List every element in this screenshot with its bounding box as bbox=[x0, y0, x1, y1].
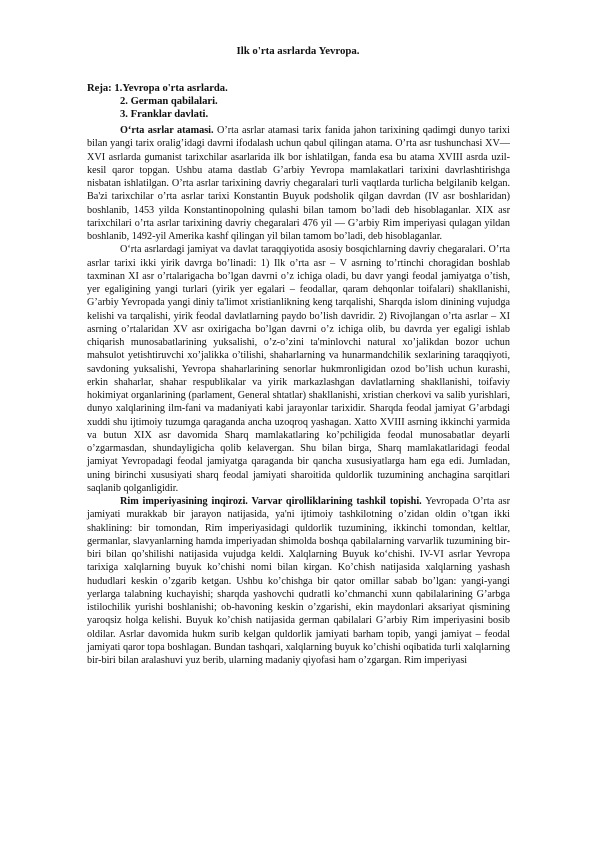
paragraph-heading: O‘rta asrlar atamasi. bbox=[120, 125, 214, 136]
plan-item-3: 3. Franklar davlati. bbox=[120, 109, 209, 121]
paragraph-text: Yevropada O’rta asr jamiyati murakkab bir jarayon natijasida, ya'ni ijtimoiy tashkilotning o’zidan oldin o’tgan ikki shaklining: bir tomondan, Rim imperiyasidagi quldorlik tuzumining, ikkinchi tomondan, keltlar, germanlar, slavyanlarning hamda imperiyadan shimolda boshqa qabilalarning varvarlik tuzumining bir-biri bilan qo’shilishi natijasida vujudga keldi. Xalqlarning Buyuk ko‘chishi. IV-VI asrlar Yevropa tarixiga xalqlarning buyuk ko’chishi nomi bilan kirgan. Ko’chish natijasida xalqlarning yashash hududlari keskin o’zgarib ketgan. Ushbu ko’chishga bir qator omillar sabab bo’lgan: yangi-yangi yerlarga talabning kuchayishi; sharqda yashovchi qudratli ko’chmanchi xunn qabilalarining G’arbga istilochilik yurishi boshlanishi; ob-havoning keskin o’zgarishi, ekin maydonlari aksariyat qismining yaroqsiz holga kelishi. Buyuk ko’chish natijasida german qabilalari G’arbiy Rim imperiyasini bosib oldilar. Asrlar davomida hukm surib kelgan quldorlik jamiyati barham topib, yangi jamiyat – feodal jamiyati qaror topa boshlagan. Bundan tashqari, xalqlarning buyuk ko’chishi oqibatida turli xalqlarning bir-biri bilan aralashuvi yuz berib, ularning madaniy qiyofasi ham o’zgargan. Rim imperiyasi bbox=[87, 496, 510, 666]
lesson-plan bbox=[87, 82, 228, 122]
plan-item-2: 2. German qabilalari. bbox=[120, 96, 218, 108]
paragraph-periodization bbox=[87, 243, 510, 495]
paragraph-text: O‘rta asrlardagi jamiyat va davlat taraqqiyotida asosiy bosqichlarning davriy chegaralari. O’rta asrlar tarixi ikki yirik davrga bo’linadi: 1) Ilk o’rta asr – V asrning to’rtinchi choragidan boshlab taxminan XI asr o’rtalarigacha bo’lgan davrni o’z ichiga oladi, bu davr yangi feodal jamiyatga o’tish, yer egaligining yangi turlari (yirik yer egalari – feodallar, qaram dehqonlar toifalari) shakllanishi, G’arbiy Yevropada yangi diniy ta'limot xristianlikning keng tarqalishi, Sharqda islom dinining vujudga kelishi va tarqalishi, yirik feodal davlatlarning paydo bo’lish davridir. 2) Rivojlangan o’rta asrlar – XI asrning o’rtalaridan XV asr oxirigacha bo’lgan davrni o’z ichiga olib, bu davrda yer egaligi ishlab chiqarish munosabatlarining yuksalishi, o’z-o’zini ta'minlovchi natural xo’jalikdan bozor uchun mahsulot yetishtiruvchi xo’jalikka o’tilishi, shaharlarning va hunarmandchilik sexlarining taraqqiyoti, savdoning yuksalishi, Yevropa shaharlarining senorlar hukmronligidan ozod bo’lish uchun kurashi, erkin shaharlar, shahar respublikalar va yirik markazlashgan davlatlarning shakllanishi, toifaviy hokimiyat organlarining (parlament, General shtatlar) shakllanishi, xristian cherkovi va salib yurishlari, dunyo xalqlarining ilm-fani va madaniyati kabi jarayonlar tarixidir. Sharqda feodal jamiyat G’arbdagi xuddi shu ijtimoiy tuzumga qaraganda ancha uzoqroq yashagan. Xatto XVIII asrning ikkinchi yarmida va butun XIX asr davomida Sharq mamlakatlaring ko’pchiligida feodal munosabatlar deyarli o’zgarmasdan, shundayligicha qolib kelavergan. Shu bilan birga, Sharq mamlakatlaridagi feodal jamiyat Yevropadagi feodal jamiyatga qaraganda bir qancha xususiyatlarga ham ega edi. Jumladan, uning birinchi xususiyati sharq feodal jamiyati sharoitida quldorlik tuzumining anchagina sarqitlari saqlanib qolganligidir. bbox=[87, 244, 510, 494]
paragraph-text: O’rta asrlar atamasi tarix fanida jahon tarixining qadimgi dunyo tarixi bilan yangi tarix oralig’idagi davrni ifodalash uchun qabul qilingan atama. O’rta asr tushunchasi XV—XVI asrlarda gumanist tarixchilar asarlarida ilk bor ishlatilgan, fanda esa bu atama XVIII asrda uzil-kesil qaror topgan. Ushbu atama dastlab G’arbiy Yevropa mamlakatlari tarixini davrlashtirishga nisbatan ishlatilgan. O’rta asrlar tarixining davriy chegaralari turli vaqtlarda turlicha belgilanib kelgan. Ba'zi tarixchilar o’rta asrlar tarixi Konstantin Buyuk podsholik qilgan davrdan (IV asr boshlaridan) boshlanib, 1453 yilda Konstantinopolning qulashi bilan tamom bo’ladi deb hisoblaganlar. XIX asr tarixchilari o’rta asrlar tarixining davriy chegaralari 476 yil — G’arbiy Rim imperiyasi qulagan yildan boshlanib, 1492-yil Amerika kashf qilingan yil bilan tamom bo’ladi, deb hisoblaganlar. bbox=[87, 125, 510, 242]
document-body bbox=[87, 124, 510, 667]
plan-label: Reja: bbox=[87, 83, 112, 94]
plan-row-3 bbox=[87, 108, 228, 121]
paragraph-rome-crisis bbox=[87, 495, 510, 667]
plan-row-2 bbox=[87, 95, 228, 108]
paragraph-heading: Rim imperiyasining inqirozi. Varvar qirolliklarining tashkil topishi. bbox=[120, 496, 422, 507]
document-title: Ilk o'rta asrlarda Yevropa. bbox=[236, 45, 360, 57]
plan-item-1: 1.Yevropa o'rta asrlarda. bbox=[114, 83, 228, 94]
plan-row-1 bbox=[87, 82, 228, 95]
paragraph-middle-ages-term bbox=[87, 124, 510, 243]
